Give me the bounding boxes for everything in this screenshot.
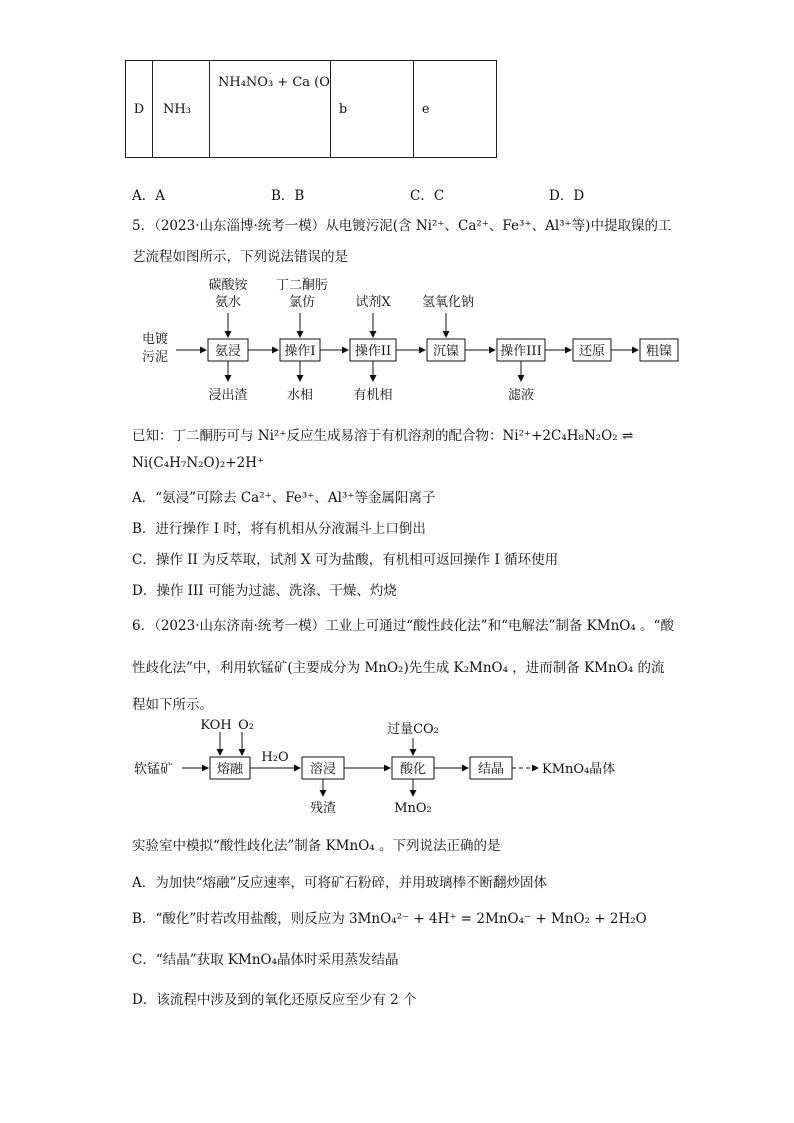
q5-option-d: D．操作 III 可能为过滤、洗涤、干燥、灼烧 (132, 583, 397, 599)
flow-input-label: 氢氧化钠 (421, 295, 475, 310)
flow-output-label: 滤液 (507, 388, 535, 403)
flow-output-label: 有机相 (353, 388, 393, 403)
flow-input-label: 过量CO₂ (387, 722, 439, 737)
flow-input-label: 碳酸铵 (208, 278, 248, 293)
option-a: A．A (132, 188, 165, 204)
flow-start-2: 污泥 (142, 350, 169, 365)
option-c: C．C (410, 188, 445, 204)
flow-box-label: 氨浸 (214, 344, 242, 359)
flow-box-label: 操作I (284, 344, 316, 359)
q6-option-d: D．该流程中涉及到的氧化还原反应至少有 2 个 (132, 992, 417, 1008)
q6-option-b: B．“酸化”时若改用盐酸，则反应为 3MnO₄²⁻ + 4H⁺ = 2MnO₄⁻ + MnO₂ + 2H₂O (132, 911, 647, 927)
q5-option-a: A．“氨浸”可除去 Ca²⁺、Fe³⁺、Al³⁺等金属阳离子 (132, 490, 436, 506)
q6-option-c: C．“结晶”获取 KMnO₄晶体时采用蒸发结晶 (132, 952, 399, 968)
flow-output-label: 水相 (286, 388, 314, 403)
flow-input-label: KOH (200, 718, 232, 733)
answer-table (125, 60, 497, 158)
q5-known-line1: 已知：丁二酮肟可与 Ni²⁺反应生成易溶于有机溶剂的配合物：Ni²⁺+2C₄H₈N₂O₂ ⇌ (132, 428, 634, 444)
q5-option-c: C．操作 II 为反萃取，试剂 X 可为盐酸，有机相可返回操作 I 循环使用 (132, 552, 559, 568)
flow-box-label: 粗镍 (645, 344, 673, 359)
q5-stem-line1: 5．（2023·山东淄博·统考一模）从电镀污泥(含 Ni²⁺、Ca²⁺、Fe³⁺、Al³⁺等)中提取镍的工 (132, 218, 672, 234)
flow-input-label: 氯仿 (288, 295, 316, 310)
flow-input-label: O₂ (238, 718, 254, 733)
q5-option-b: B．进行操作 I 时，将有机相从分液漏斗上口倒出 (132, 521, 426, 537)
flow-box-label: 还原 (578, 344, 606, 359)
flow-box-label: 操作II (354, 344, 392, 359)
flow-box-label: 结晶 (477, 762, 505, 777)
table-cell: NH₄NO₃ + Ca (O (210, 61, 331, 158)
flow-input-label: 丁二酮肟 (275, 278, 329, 293)
flow-start-1: 电镀 (142, 332, 169, 347)
table-cell: e (413, 61, 496, 158)
q6-stem-line2: 性歧化法”中，利用软锰矿(主要成分为 MnO₂)先生成 K₂MnO₄ ，进而制备 KMnO₄ 的流 (132, 660, 665, 676)
flow-box-label: 溶浸 (309, 762, 337, 777)
q6-option-a: A．为加快“熔融”反应速率，可将矿石粉碎，并用玻璃棒不断翻炒固体 (132, 875, 548, 891)
flow-output-label: 浸出渣 (208, 388, 248, 403)
q5-flow-diagram (130, 275, 690, 415)
q6-stem-line3: 程如下所示。 (132, 697, 213, 713)
flow-box-label: 沉镍 (432, 344, 460, 359)
q5-known-line2: Ni(C₄H₇N₂O)₂+2H⁺ (132, 455, 265, 471)
flow-box-label: 熔融 (216, 762, 244, 777)
flow-start-label: 软锰矿 (134, 762, 174, 777)
table-row (126, 61, 497, 158)
table-cell: b (330, 61, 413, 158)
flow-box-label: 操作III (500, 344, 542, 359)
flow-output-label: MnO₂ (394, 801, 432, 816)
option-d: D．D (549, 188, 585, 204)
q6-flow-diagram (130, 718, 650, 823)
flow-input-label: 试剂X (355, 295, 391, 310)
q6-experiment-line: 实验室中模拟“酸性歧化法”制备 KMnO₄ 。下列说法正确的是 (132, 838, 501, 854)
option-b: B．B (271, 188, 305, 204)
flow-input-label: 氨水 (214, 295, 242, 310)
flow-output-label: 残渣 (309, 801, 337, 816)
table-cell: NH₃ (153, 61, 210, 158)
flow-mid-label: H₂O (261, 750, 289, 765)
flow-box-label: 酸化 (399, 762, 427, 777)
q6-stem-line1: 6．（2023·山东济南·统考一模）工业上可通过“酸性歧化法”和“电解法”制备 KMnO₄ 。“酸 (132, 618, 674, 634)
flow-end-label: KMnO₄晶体 (542, 762, 616, 777)
q5-stem-line2: 艺流程如图所示，下列说法错误的是 (132, 249, 348, 265)
table-cell: D (126, 61, 153, 158)
